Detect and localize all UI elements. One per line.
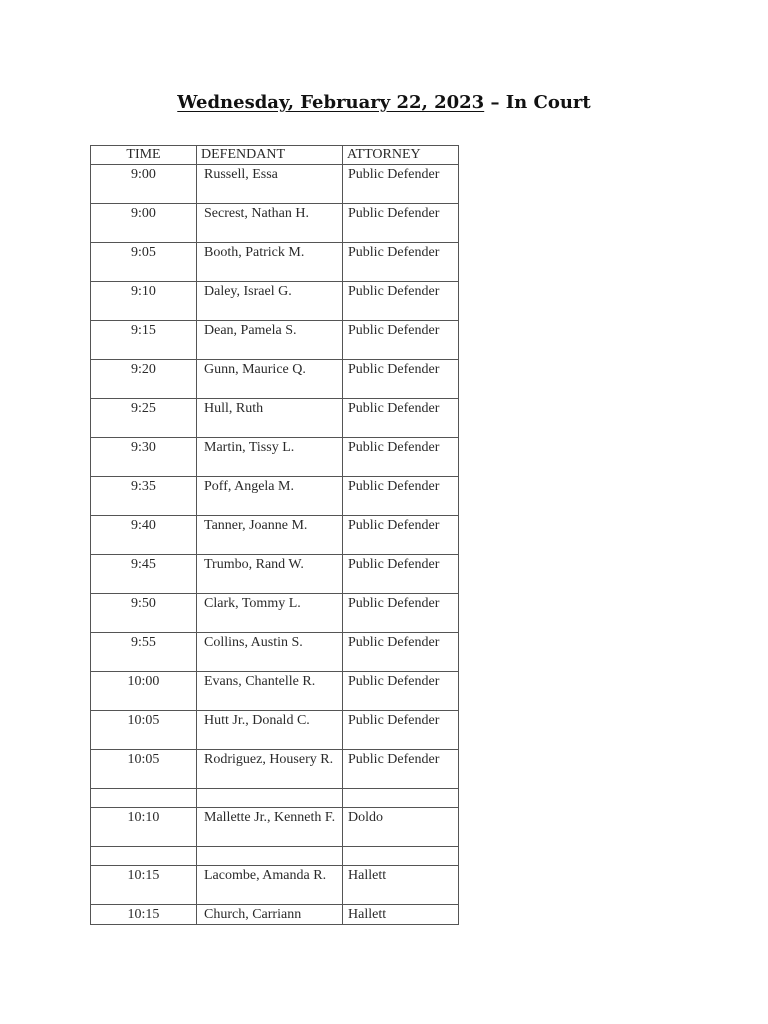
cell-attorney: Public Defender xyxy=(343,243,459,282)
cell-attorney: Public Defender xyxy=(343,516,459,555)
cell-attorney xyxy=(343,789,459,808)
table-row xyxy=(91,672,459,711)
cell-defendant: Lacombe, Amanda R. xyxy=(197,866,343,905)
cell-defendant: Collins, Austin S. xyxy=(197,633,343,672)
cell-attorney: Public Defender xyxy=(343,711,459,750)
cell-time: 9:35 xyxy=(91,477,197,516)
cell-attorney: Hallett xyxy=(343,866,459,905)
column-header-time: TIME xyxy=(91,146,197,165)
cell-time xyxy=(91,847,197,866)
cell-defendant: Dean, Pamela S. xyxy=(197,321,343,360)
cell-attorney xyxy=(343,847,459,866)
cell-attorney: Public Defender xyxy=(343,555,459,594)
cell-time: 9:50 xyxy=(91,594,197,633)
cell-attorney: Public Defender xyxy=(343,204,459,243)
cell-time: 9:20 xyxy=(91,360,197,399)
cell-attorney: Public Defender xyxy=(343,594,459,633)
cell-defendant: Secrest, Nathan H. xyxy=(197,204,343,243)
cell-defendant: Clark, Tommy L. xyxy=(197,594,343,633)
cell-time: 10:10 xyxy=(91,808,197,847)
cell-time: 9:00 xyxy=(91,165,197,204)
title-date: Wednesday, February 22, 2023 xyxy=(177,92,485,113)
table-row xyxy=(91,711,459,750)
cell-time: 10:00 xyxy=(91,672,197,711)
table-row xyxy=(91,321,459,360)
cell-attorney: Hallett xyxy=(343,905,459,925)
cell-defendant: Booth, Patrick M. xyxy=(197,243,343,282)
cell-attorney: Public Defender xyxy=(343,750,459,789)
table-row xyxy=(91,633,459,672)
table-row-blank xyxy=(91,789,459,808)
cell-time: 9:25 xyxy=(91,399,197,438)
cell-attorney: Public Defender xyxy=(343,165,459,204)
cell-attorney: Public Defender xyxy=(343,633,459,672)
cell-attorney: Public Defender xyxy=(343,321,459,360)
table-row xyxy=(91,243,459,282)
cell-defendant: Daley, Israel G. xyxy=(197,282,343,321)
cell-attorney: Public Defender xyxy=(343,438,459,477)
table-row xyxy=(91,399,459,438)
cell-defendant: Gunn, Maurice Q. xyxy=(197,360,343,399)
table-row-blank xyxy=(91,847,459,866)
table-row xyxy=(91,204,459,243)
cell-defendant: Tanner, Joanne M. xyxy=(197,516,343,555)
table-row xyxy=(91,750,459,789)
cell-time: 9:45 xyxy=(91,555,197,594)
cell-defendant xyxy=(197,789,343,808)
cell-time: 9:05 xyxy=(91,243,197,282)
cell-attorney: Public Defender xyxy=(343,477,459,516)
cell-attorney: Public Defender xyxy=(343,672,459,711)
cell-defendant: Rodriguez, Housery R. xyxy=(197,750,343,789)
table-row xyxy=(91,282,459,321)
cell-defendant: Martin, Tissy L. xyxy=(197,438,343,477)
table-row xyxy=(91,905,459,925)
cell-defendant: Poff, Angela M. xyxy=(197,477,343,516)
cell-defendant: Hutt Jr., Donald C. xyxy=(197,711,343,750)
cell-time: 9:55 xyxy=(91,633,197,672)
cell-time: 10:15 xyxy=(91,866,197,905)
page-title xyxy=(0,92,768,113)
cell-time: 9:40 xyxy=(91,516,197,555)
table-row xyxy=(91,438,459,477)
table-row xyxy=(91,555,459,594)
table-row xyxy=(91,516,459,555)
table-row xyxy=(91,477,459,516)
cell-defendant: Church, Carriann xyxy=(197,905,343,925)
cell-defendant: Trumbo, Rand W. xyxy=(197,555,343,594)
cell-defendant: Evans, Chantelle R. xyxy=(197,672,343,711)
table-row xyxy=(91,594,459,633)
cell-time: 10:15 xyxy=(91,905,197,925)
cell-time: 10:05 xyxy=(91,711,197,750)
table-header-row xyxy=(91,146,459,165)
column-header-attorney: ATTORNEY xyxy=(343,146,459,165)
cell-defendant: Mallette Jr., Kenneth F. xyxy=(197,808,343,847)
cell-attorney: Public Defender xyxy=(343,399,459,438)
cell-time: 9:15 xyxy=(91,321,197,360)
cell-attorney: Public Defender xyxy=(343,360,459,399)
title-suffix: – In Court xyxy=(484,92,591,113)
court-schedule-table xyxy=(90,145,459,925)
cell-time xyxy=(91,789,197,808)
cell-defendant xyxy=(197,847,343,866)
table-row xyxy=(91,808,459,847)
column-header-defendant: DEFENDANT xyxy=(197,146,343,165)
cell-time: 10:05 xyxy=(91,750,197,789)
cell-time: 9:30 xyxy=(91,438,197,477)
table-row xyxy=(91,866,459,905)
table-row xyxy=(91,360,459,399)
cell-attorney: Public Defender xyxy=(343,282,459,321)
cell-time: 9:10 xyxy=(91,282,197,321)
cell-defendant: Hull, Ruth xyxy=(197,399,343,438)
table-row xyxy=(91,165,459,204)
cell-defendant: Russell, Essa xyxy=(197,165,343,204)
cell-attorney: Doldo xyxy=(343,808,459,847)
cell-time: 9:00 xyxy=(91,204,197,243)
